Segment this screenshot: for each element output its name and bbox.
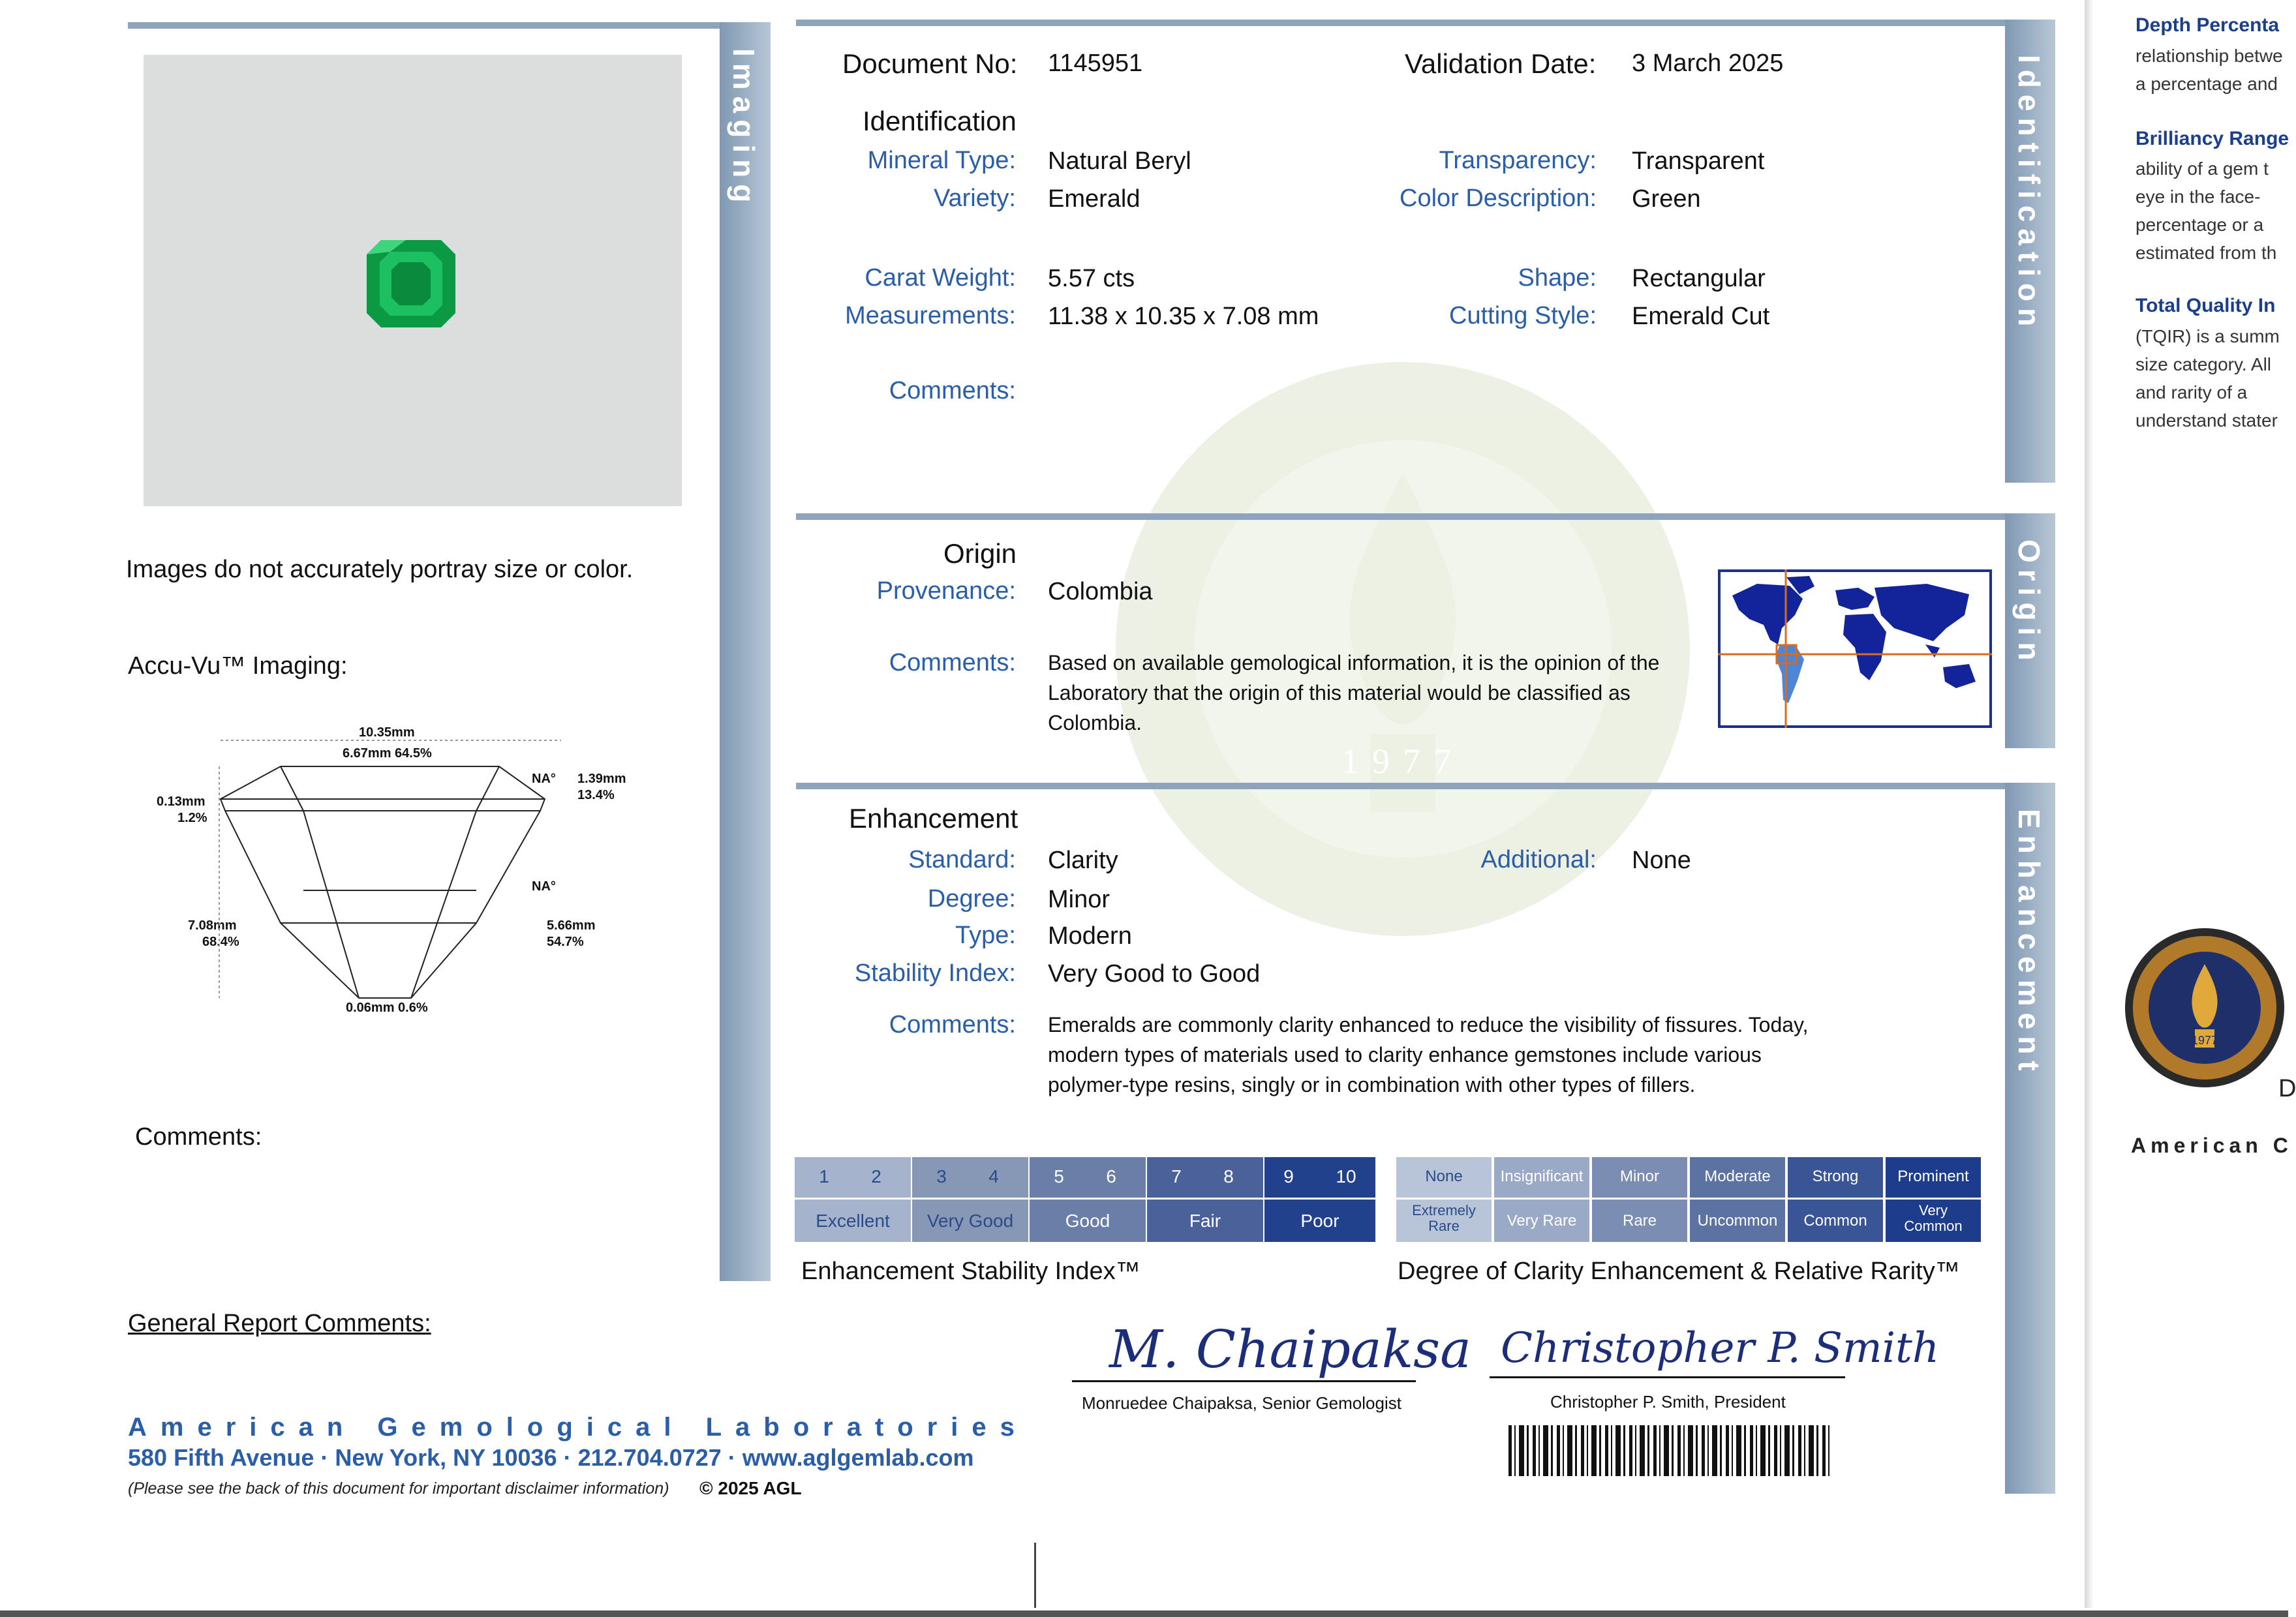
enhancement-comments-text: Emeralds are commonly clarity enhanced to reduce the visibility of fissures. Today, modern types of materials used to clarity enhance gemstones include various polymer-type resins, singly or in combination with other types of fillers. [1048, 1013, 1809, 1096]
clarity-divider [1396, 1198, 1981, 1200]
gloss-brilliancy-line: ability of a gem t [2135, 159, 2269, 179]
scale-number: 7 [1171, 1166, 1182, 1186]
imaging-comments-label: Comments: [135, 1123, 262, 1151]
gloss-tqir-line: (TQIR) is a summ [2135, 326, 2280, 346]
clarity-scale [1396, 1157, 1981, 1242]
gloss-tqir-line: size category. All [2135, 354, 2272, 374]
enhancement-top-rule [796, 783, 2055, 789]
measurements-label: Measurements: [845, 302, 1016, 329]
clarity-scale-caption: Degree of Clarity Enhancement & Relative Rarity™ [1398, 1258, 1960, 1285]
footer-disclaimer: (Please see the back of this document for important disclaimer information) [128, 1479, 669, 1498]
dim-girdle: 0.13mm [157, 794, 206, 809]
clarity-rarity: Very Rare [1507, 1212, 1577, 1230]
agl-seal-logo [2122, 925, 2288, 1091]
mineral-type-value: Natural Beryl [1048, 147, 1191, 175]
mineral-type-label: Mineral Type: [867, 147, 1016, 174]
signature-2-script: Christopher P. Smith [1501, 1324, 1940, 1372]
gloss-tqir-line: understand stater [2135, 410, 2278, 431]
signature-1-line [1072, 1380, 1416, 1382]
barcode [1508, 1425, 1832, 1476]
transparency-value: Transparent [1632, 147, 1765, 175]
footer-address: 580 Fifth Avenue · New York, NY 10036 · 212.704.0727 · www.aglgemlab.com [128, 1444, 974, 1471]
origin-tab [2005, 513, 2055, 748]
accu-vu-label: Accu-Vu™ Imaging: [128, 652, 348, 680]
measurements-value: 11.38 x 10.35 x 7.08 mm [1048, 303, 1319, 330]
gloss-brilliancy-line: eye in the face- [2135, 187, 2261, 207]
enhancement-tab-label: Enhancement [2012, 809, 2046, 1078]
scale-number: 5 [1054, 1166, 1064, 1186]
clarity-rarity: Common [1803, 1212, 1867, 1230]
validation-date-label: Validation Date: [1405, 48, 1597, 79]
origin-comments-text: Based on available gemological information, it is the opinion of the Laboratory that the origin of this material would be classified as Colombia. [1048, 651, 1660, 734]
provenance-value: Colombia [1048, 578, 1153, 605]
dim-pavilion-pct: 54.7% [547, 935, 584, 949]
dim-na1: NA° [532, 772, 556, 786]
scale-divider [795, 1198, 1375, 1200]
center-fold-line [1034, 1543, 1036, 1608]
scale-number: 10 [1336, 1166, 1356, 1186]
dim-depth: 7.08mm [188, 918, 237, 933]
origin-top-rule [796, 513, 2055, 520]
stability-index-label: Stability Index: [854, 960, 1016, 987]
clarity-rarity: Uncommon [1697, 1212, 1778, 1230]
scale-number: 4 [988, 1166, 999, 1186]
identification-tab-label: Identification [2012, 55, 2046, 333]
carat-weight-value: 5.57 cts [1048, 265, 1135, 292]
scale-number: 3 [936, 1166, 947, 1186]
footer-lab-name: American Gemological Laboratories [128, 1413, 1028, 1442]
watermark-year: 1977 [1341, 742, 1464, 781]
doc-no-value: 1145951 [1048, 50, 1143, 77]
scale-grade: Good [1065, 1211, 1110, 1231]
gloss-tqir-heading: Total Quality In [2135, 295, 2276, 316]
dim-width: 10.35mm [359, 725, 415, 740]
origin-tab-label: Origin [2012, 539, 2046, 667]
gloss-brilliancy-heading: Brilliancy Range [2135, 128, 2289, 149]
back-page-letter: D [2278, 1075, 2296, 1102]
origin-title: Origin [943, 538, 1017, 569]
origin-comments-label: Comments: [889, 649, 1016, 676]
dim-table: 6.67mm 64.5% [343, 746, 432, 761]
variety-value: Emerald [1048, 185, 1140, 213]
world-map [1718, 569, 1992, 728]
clarity-degree: Strong [1812, 1168, 1859, 1185]
scale-number: 6 [1106, 1166, 1116, 1186]
imaging-tab-label: Imaging [727, 48, 761, 209]
dim-crown-height: 1.39mm [577, 772, 626, 786]
shape-value: Rectangular [1632, 265, 1766, 292]
doc-no-label: Document No: [842, 48, 1018, 79]
color-description-value: Green [1632, 185, 1701, 213]
signature-2-name: Christopher P. Smith, President [1550, 1392, 1786, 1412]
cutting-style-label: Cutting Style: [1449, 302, 1597, 329]
gloss-depth-line: a percentage and [2135, 74, 2278, 94]
gem-photo-panel [144, 55, 682, 506]
carat-weight-label: Carat Weight: [865, 264, 1016, 292]
bottom-edge [0, 1610, 2288, 1617]
enhancement-tab [2005, 783, 2055, 1494]
general-comments-label: General Report Comments: [128, 1310, 431, 1337]
imaging-tab [720, 22, 771, 1281]
clarity-degree: Insignificant [1500, 1168, 1584, 1185]
scale-grade: Fair [1189, 1211, 1221, 1231]
seal-year: 1977 [2191, 1034, 2218, 1047]
enhancement-title: Enhancement [849, 803, 1018, 834]
emerald-gem-image [367, 240, 455, 327]
stability-index-value: Very Good to Good [1048, 960, 1261, 988]
clarity-degree: Prominent [1897, 1168, 1969, 1185]
gloss-tqir-line: and rarity of a [2135, 382, 2248, 402]
stability-scale [795, 1157, 1375, 1242]
stability-scale-caption: Enhancement Stability Index™ [801, 1258, 1140, 1285]
imaging-top-rule [128, 22, 728, 29]
identification-comments-label: Comments: [889, 377, 1016, 404]
page-fold-shadow [2085, 0, 2094, 1608]
clarity-degree: Minor [1619, 1168, 1659, 1185]
transparency-label: Transparency: [1439, 147, 1597, 174]
signature-1-name: Monruedee Chaipaksa, Senior Gemologist [1082, 1393, 1401, 1413]
degree-value: Minor [1048, 886, 1110, 913]
degree-label: Degree: [927, 885, 1016, 913]
dim-girdle-pct: 1.2% [177, 811, 207, 825]
cutting-style-value: Emerald Cut [1632, 303, 1770, 330]
additional-label: Additional: [1480, 846, 1597, 873]
dim-culet: 0.06mm 0.6% [346, 1001, 428, 1015]
gloss-depth-line: relationship betwe [2135, 46, 2283, 66]
identification-title: Identification [863, 106, 1017, 136]
accu-vu-diagram [144, 727, 652, 1027]
dim-crown-pct: 13.4% [577, 788, 615, 802]
signature-1-script: M. Chaipaksa [1109, 1319, 1471, 1380]
variety-label: Variety: [933, 185, 1016, 212]
gloss-brilliancy-line: percentage or a [2135, 215, 2264, 235]
scale-grade: Excellent [816, 1211, 890, 1231]
scale-grade: Poor [1300, 1211, 1339, 1231]
gloss-depth-heading: Depth Percenta [2135, 14, 2280, 36]
clarity-degree: None [1425, 1168, 1463, 1185]
type-value: Modern [1048, 922, 1132, 950]
signature-2-line [1490, 1376, 1845, 1378]
type-label: Type: [955, 922, 1016, 949]
back-page-lab-name: American C [2131, 1134, 2293, 1157]
dim-pavilion: 5.66mm [547, 918, 596, 933]
footer-copyright: © 2025 AGL [699, 1478, 802, 1498]
clarity-rarity: Extremely Rare [1412, 1202, 1476, 1234]
enhancement-comments-label: Comments: [889, 1011, 1016, 1038]
clarity-rarity: Rare [1622, 1212, 1657, 1230]
standard-label: Standard: [908, 846, 1016, 873]
shape-label: Shape: [1518, 264, 1597, 292]
clarity-rarity: Very Common [1904, 1202, 1963, 1234]
additional-value: None [1632, 847, 1691, 874]
dim-na2: NA° [532, 879, 556, 894]
standard-value: Clarity [1048, 847, 1118, 874]
scale-number: 8 [1223, 1166, 1234, 1186]
identification-tab [2005, 20, 2055, 483]
clarity-degree: Moderate [1704, 1168, 1771, 1185]
identification-top-rule [796, 20, 2055, 26]
scale-number: 9 [1283, 1166, 1294, 1186]
imaging-disclaimer: Images do not accurately portray size or color. [126, 556, 634, 583]
scale-number: 1 [819, 1166, 829, 1186]
gloss-brilliancy-line: estimated from th [2135, 243, 2277, 263]
color-description-label: Color Description: [1400, 185, 1597, 212]
provenance-label: Provenance: [876, 577, 1016, 605]
validation-date-value: 3 March 2025 [1632, 50, 1784, 77]
scale-number: 2 [871, 1166, 881, 1186]
dim-depth-pct: 68.4% [202, 935, 239, 949]
scale-grade: Very Good [926, 1211, 1014, 1231]
